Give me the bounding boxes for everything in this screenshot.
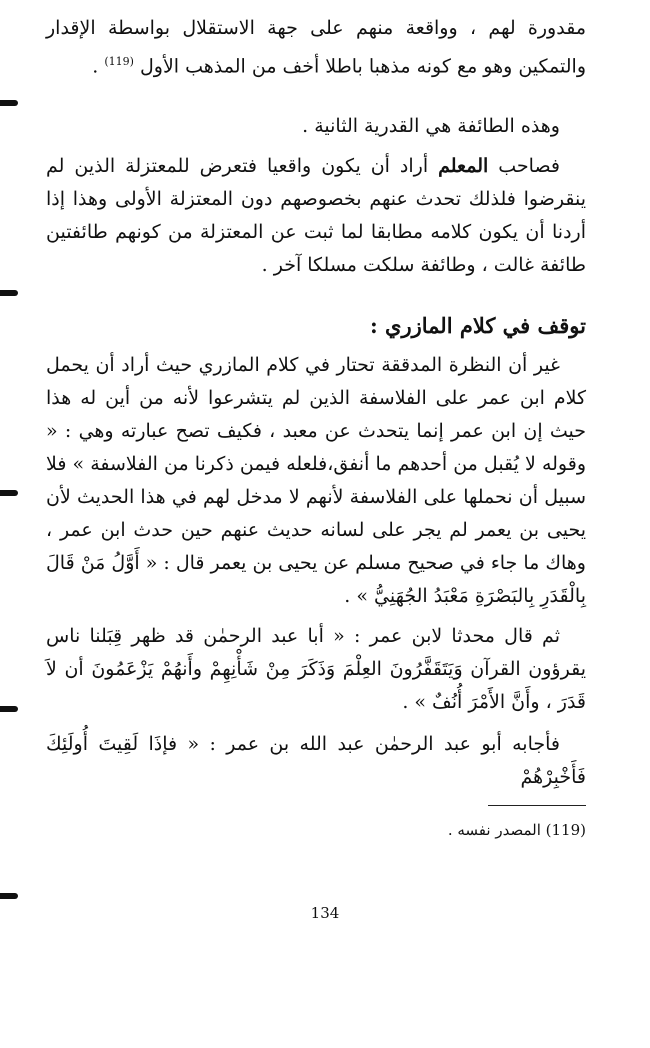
scan-edge-mark [0,706,18,712]
paragraph-5-text: ثم قال محدثا لابن عمر : « أبا عبد الرحمٰن قد ظهر قِبَلنا ناس يقرؤون القرآن وَيَتَقَفَّرُونَ العِلْمَ وَذَكَرَ مِنْ شَأْنِهِمْ وأَنهُمْ يَزْعَمُونَ أن لاَ قَدَرَ ، وأَنَّ الأَمْرَ أُنُفٌ » . [46,625,586,713]
paragraph-3-text: أراد أن يكون واقعيا فتعرض للمعتزلة الذين لم ينقرضوا فلذلك تحدث عنهم بخصوصهم دون المعتزلة الأولى وهذا إذا أردنا أن يكون كلامه مطابقا لما ثبت عن المعتزلة من كونهم طائفتين طائفة غالت ، وطائفة سلكت مسلكا آخر . [46,155,586,276]
paragraph-2 [46,110,586,143]
section-heading: توقف في كلام المازري : [369,313,586,338]
scan-edge-mark [0,290,18,296]
bold-term: المعلم [438,155,489,177]
scan-edge-mark [0,490,18,496]
footnote-divider [488,805,586,806]
paragraph-4-text: غير أن النظرة المدققة تحتار في كلام المازري حيث أراد أن يحمل كلام ابن عمر على الفلاسفة الذين لم يتشرعوا لأنه من أين له هذا حيث إن ابن عمر إنما يتحدث عن معبد ، فكيف تصح عبارته وهي : « وقوله لا يُقبل من أحدهم ما أنفق،فلعله فيمن ذكرنا من الفلاسفة » فلا سبيل أن نحملها على الفلاسفة لأنهم لا مدخل لهم في هذا الحديث لأن يحيى بن يعمر لم يجر على لسانه حديث عنهم حين حدث ابن عمر ، وهاك ما جاء في صحيح مسلم عن يحيى بن يعمر قال : « أَوَّلُ مَنْ قَالَ بِالْقَدَرِ بِالبَصْرَةِ مَعْبَدُ الجُهَنِيُّ » . [46,354,586,607]
paragraph-3-lead: فصاحب [498,155,560,177]
page-number: 134 [310,904,340,922]
paragraph-1 [46,12,586,83]
paragraph-1-line-1: مقدورة لهم ، وواقعة منهم على جهة الاستقلال بواسطة الإقدار والتمكين [46,17,586,78]
paragraph-1-line-2: وهو مع كونه مذهبا باطلا أخف من المذهب الأول [139,55,513,78]
paragraph-6 [46,728,586,794]
paragraph-4 [46,349,586,613]
paragraph-6-text: فأجابه أبو عبد الرحمٰن عبد الله بن عمر : « فإذَا لَقِيتَ أُولَئِكَ فَأَخْبِرْهُمْ [46,733,586,788]
paragraph-1-end: . [92,55,99,78]
footnote: (119) المصدر نفسه . [447,821,586,839]
scan-edge-mark [0,893,18,899]
paragraph-5 [46,620,586,719]
scan-edge-mark [0,100,18,106]
paragraph-2-text: وهذه الطائفة هي القدرية الثانية . [302,115,560,137]
paragraph-3 [46,150,586,282]
footnote-reference: (119) [104,55,134,68]
